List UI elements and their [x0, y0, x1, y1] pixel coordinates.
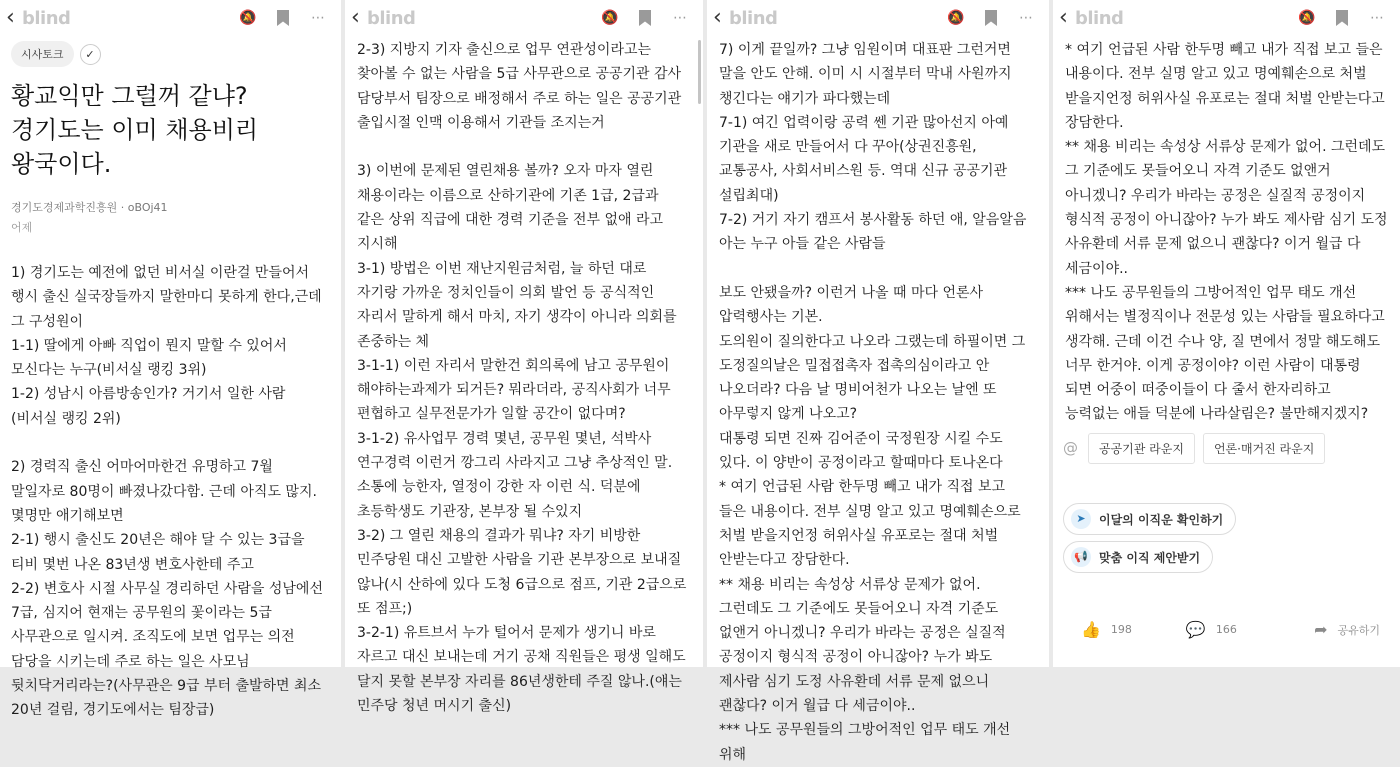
mute-icon[interactable]: 🔕	[601, 10, 619, 26]
post-body: * 여기 언급된 사람 한두명 빼고 내가 직접 보고 들은 내용이다. 전부 실명 알고 있고 명예훼손으로 처벌 받을지언정 허위사실 유포로는 절대 처벌 안받는다고 장담한다. ** 채용 비리는 속성상 서류상 문제가 없어. 그런데도 그 기준에도 못들어오니 자격 기준도 없앤거 아니겠니? 우리가 바라는 공정은 실질적 공정이지 형식적 공정이 아니잖아? 누가 봐도 제사람 심기 도정 사유환데 서류 문제 없으니 괜찮다? 이거 월급 다 세금이야.. *** 나도 공무원들의 그방어적인 업무 태도 개선 위해서는 별정직이나 전문성 있는 사람들 필요하다고 생각해. 근데 이건 수나 양, 질 면에서 정말 해도해도 너무 한거야. 이게 공정이야? 이런 사람이 대통령 되면 어중이 떠중이들이 다 줄서 한자리하고 능력없는 애들 덕분에 나라살림은? 불만해지겠지?	[1065, 42, 1388, 423]
chevron-left-icon[interactable]: ‹	[6, 5, 15, 30]
post-body: 7) 이게 끝일까? 그냥 임원이며 대표판 그런거면 말을 안도 안해. 이미 시 시절부터 막내 사원까지 챙긴다는 얘기가 파다했는데 7-1) 여긴 업력이랑 공력 쎈 기관 많아선지 아예 기관을 새로 만들어서 다 꾸아(상권진흥원, 교통공사, 사회서비스원 등. 역대 신규 공공기관 설립최대) 7-2) 거기 자기 캠프서 봉사활동 하던 애, 알음알음 아는 누구 아들 같은 사람들 보도 안됐을까? 이런거 나올 때 마다 언론사 압력행사는 기본. 도의원이 질의한다고 나오라 그랬는데 하필이면 그 도정질의날은 밀접접촉자 접촉의심이라고 안 나오더라? 다음 날 명비어천가 나오는 날엔 또 아무렇지 않게 나오고? 대통령 되면 진짜 김어준이 국정원장 시킬 수도 있다. 이 양반이 공정이라고 할때마다 토나온다 * 여기 언급된 사람 한두명 빼고 내가 직접 보고 들은 내용이다. 전부 실명 알고 있고 명예훼손으로 처벌 받을지언정 허위사실 유포로는 절대 처벌 안받는다고 장담한다. ** 채용 비리는 속성상 서류상 문제가 없어. 그런데도 그 기준에도 못들어오니 자격 기준도 없앤거 아니겠니? 우리가 바라는 공정은 실질적 공정이지 형식적 공정이 아니잖아? 누가 봐도 제사람 심기 도정 사유환데 서류 문제 없으니 괜찮다? 이거 월급 다 세금이야.. *** 나도 공무원들의 그방어적인 업무 태도 개선 위해	[719, 42, 1027, 763]
screen-panel-4	[1053, 0, 1400, 667]
top-bar	[0, 0, 341, 38]
blind-logo: blind	[1075, 8, 1124, 29]
mute-icon[interactable]: 🔕	[1298, 10, 1316, 26]
mute-icon[interactable]: 🔕	[947, 10, 965, 26]
share-button[interactable]	[1314, 620, 1380, 639]
post-date: 어제	[11, 221, 33, 234]
topic-chip[interactable]: 시사토크	[11, 41, 74, 67]
post-body: 1) 경기도는 예전에 없던 비서실 이란걸 만들어서 행시 출신 실국장들까지 말한마디 못하게 한다,근데 그 구성원이 1-1) 딸에게 아빠 직업이 뭔지 말할 수 있어서 모신다는 누구(비서실 랭킹 3위) 1-2) 성남시 아름방송인가? 거기서 일한 사람(비서실 랭킹 2위) 2) 경력직 출신 어마어마한건 유명하고 7월 말일자로 80명이 빠졌나갔다함. 근데 아직도 많지. 몇명만 애기해보면 2-1) 행시 출신도 20년은 해야 달 수 있는 3급을 티비 몇번 나온 83년생 변호사한테 주고 2-2) 변호사 시절 사무실 경리하던 사람을 성남에선 7급, 심지어 현재는 공무원의 꽃이라는 5급 사무관으로 일시켜. 조직도에 보면 업무는 의전 담당을 시키는데 주로 하는 일은 사모님 뒷치닥거리라는?(사무관은 9급 부터 출발하면 최소 20년 걸림, 경기도에서는 팀장급)	[11, 265, 323, 719]
megaphone-icon: 📢	[1071, 547, 1091, 567]
more-icon[interactable]: ⋯	[673, 10, 687, 26]
top-bar	[1053, 0, 1400, 38]
comment-button[interactable]	[1186, 620, 1237, 639]
compass-icon: ➤	[1071, 509, 1091, 529]
blind-logo: blind	[367, 8, 416, 29]
top-bar	[707, 0, 1049, 38]
more-icon[interactable]: ⋯	[1370, 10, 1384, 26]
share-label: 공유하기	[1337, 623, 1380, 637]
chevron-left-icon[interactable]: ‹	[351, 5, 360, 30]
bookmark-icon[interactable]	[1336, 10, 1348, 26]
promo-job-offer-button[interactable]	[1063, 541, 1213, 573]
comment-icon: 💬	[1185, 620, 1206, 639]
chevron-left-icon[interactable]: ‹	[1059, 5, 1068, 30]
chevron-left-icon[interactable]: ‹	[713, 5, 722, 30]
promo-job-fortune-button[interactable]	[1063, 503, 1236, 535]
verified-check-icon: ✓	[80, 44, 101, 65]
post-footer	[1053, 620, 1400, 639]
screen-panel-3	[707, 0, 1049, 763]
bookmark-icon[interactable]	[639, 10, 651, 26]
channel-chip-public[interactable]: 공공기관 라운지	[1088, 433, 1195, 464]
screen-panel-1	[0, 0, 341, 719]
scrollbar[interactable]	[698, 40, 701, 104]
more-icon[interactable]: ⋯	[311, 10, 325, 26]
post-title: 황교익만 그럴꺼 같냐? 경기도는 이미 채용비리 왕국이다.	[11, 82, 259, 178]
at-icon: @	[1063, 439, 1078, 457]
top-bar	[345, 0, 703, 38]
channel-list	[1053, 433, 1335, 464]
blind-logo: blind	[729, 8, 778, 29]
blind-logo: blind	[22, 8, 71, 29]
channel-chip-media[interactable]: 언론·매거진 라운지	[1203, 433, 1325, 464]
more-icon[interactable]: ⋯	[1019, 10, 1033, 26]
comment-count: 166	[1215, 623, 1237, 636]
like-button[interactable]	[1081, 620, 1132, 639]
promo-label: 이달의 이직운 확인하기	[1099, 512, 1224, 527]
share-icon: ➦	[1314, 620, 1328, 639]
thumbs-up-icon: 👍	[1081, 620, 1101, 639]
like-count: 198	[1110, 623, 1132, 636]
post-author[interactable]: 경기도경제과학진흥원 · oBOj41	[11, 201, 168, 214]
post-body: 2-3) 지방지 기자 출신으로 업무 연관성이라고는 찾아볼 수 없는 사람을 5급 사무관으로 공공기관 감사 담당부서 팀장으로 배정해서 주로 하는 일은 공공기관 출입시절 인맥 이용해서 기관들 조지는거 3) 이번에 문제된 열린채용 볼까? 오자 마자 열린 채용이라는 이름으로 산하기관에 기존 1급, 2급과 같은 상위 직급에 대한 경력 기준을 전부 없애 라고 지시해 3-1) 방법은 이번 재난지원금처럼, 늘 하던 대로 자기랑 가까운 정치인들이 의회 발언 등 공식적인 자리서 말하게 해서 마치, 자기 생각이 아니라 의회를 존중하는 체 3-1-1) 이런 자리서 말한건 회의록에 남고 공무원이 해야하는과제가 되거든? 뭐라더라, 공직사회가 너무 편협하고 실무전문가가 일할 공간이 없다며? 3-1-2) 유사업무 경력 몇년, 공무원 몇년, 석박사 연구경력 이런거 깡그리 사라지고 그냥 추상적인 말. 소통에 능한자, 열정이 강한 자 이런 식. 덕분에 초등학생도 기관장, 본부장 될 수있지 3-2) 그 열린 채용의 결과가 뭐냐? 자기 비방한 민주당원 대신 고발한 사람을 기관 본부장으로 보내질 않나(시 산하에 있다 도청 6급으로 점프, 기관 2급으로 또 점프;) 3-2-1) 유트브서 누가 털어서 문제가 생기니 바로 자르고 대신 보내는데 거기 공채 직원들은 평생 일해도 달지 못할 본부장 자리를 86년생한테 주질 않나.(얘는 민주당 청년 머시기 출신)	[357, 42, 687, 715]
bookmark-icon[interactable]	[985, 10, 997, 26]
promo-label: 맞춤 이직 제안받기	[1099, 550, 1201, 565]
screen-panel-2	[345, 0, 703, 715]
mute-icon[interactable]: 🔕	[239, 10, 257, 26]
bookmark-icon[interactable]	[277, 10, 289, 26]
